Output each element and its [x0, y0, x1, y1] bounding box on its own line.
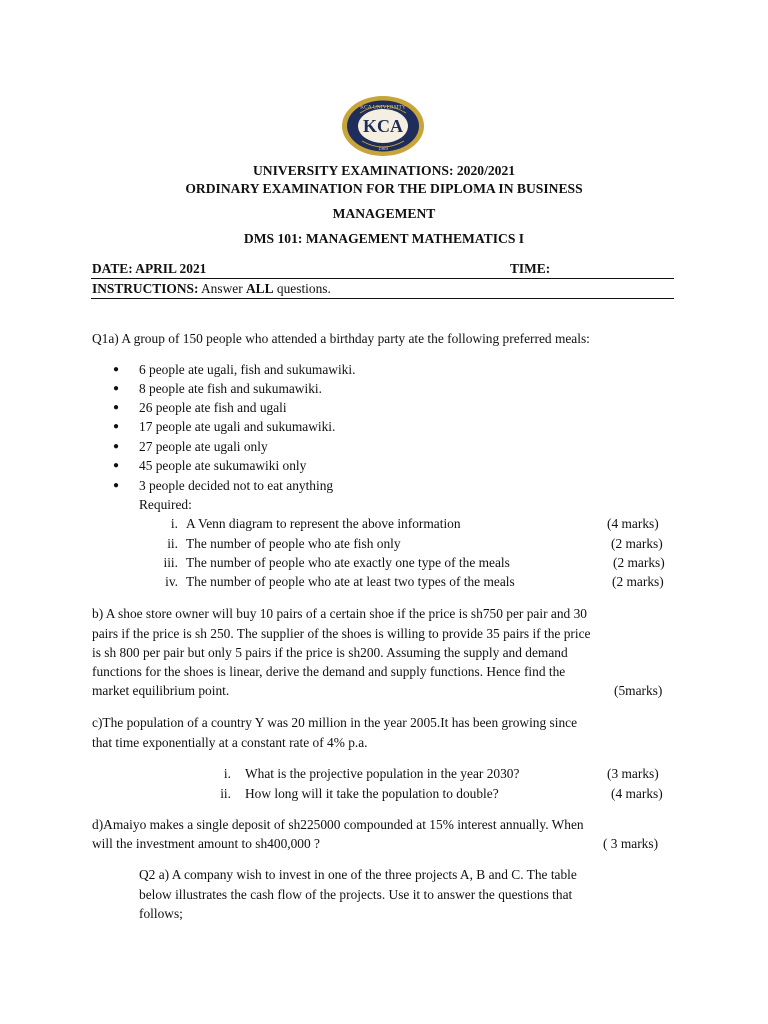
instructions: [92, 281, 331, 297]
divider-top: [91, 278, 674, 279]
item-text: How long will it take the population to double?: [245, 786, 499, 801]
list-item: 26 people ate fish and ugali: [139, 400, 287, 415]
bullet-icon: ●: [113, 441, 120, 452]
instructions-post: questions.: [273, 281, 331, 296]
item-marks: (4 marks): [611, 786, 663, 801]
instructions-all: ALL: [246, 281, 274, 296]
item-text: A Venn diagram to represent the above information: [186, 516, 461, 531]
divider-bottom: [91, 298, 674, 299]
item-number: i.: [223, 766, 231, 781]
bullet-icon: ●: [113, 383, 120, 394]
item-marks: (3 marks): [607, 766, 659, 781]
exam-session-title: UNIVERSITY EXAMINATIONS: 2020/2021: [252, 163, 516, 178]
paragraph-line: d)Amaiyo makes a single deposit of sh225000 compounded at 15% interest annually. When: [92, 817, 584, 832]
paragraph-line: pairs if the price is sh 250. The supplier of the shoes is willing to provide 35 pairs if the price: [92, 626, 591, 641]
exam-date: DATE: APRIL 2021: [92, 261, 207, 276]
item-marks: (4 marks): [607, 516, 659, 531]
item-text: The number of people who ate exactly one type of the meals: [186, 555, 510, 570]
paragraph-line: below illustrates the cash flow of the projects. Use it to answer the questions that: [139, 887, 573, 902]
bullet-icon: ●: [113, 402, 120, 413]
q1d-marks: ( 3 marks): [603, 836, 659, 851]
item-number: iii.: [163, 555, 178, 570]
list-item: 27 people ate ugali only: [139, 439, 268, 454]
q1a-intro: Q1a) A group of 150 people who attended a birthday party ate the following preferred meals:: [92, 331, 590, 346]
paragraph-line: follows;: [139, 906, 183, 921]
item-text: The number of people who ate fish only: [186, 536, 401, 551]
paragraph-line: market equilibrium point.: [92, 683, 230, 698]
paragraph-line: Q2 a) A company wish to invest in one of the three projects A, B and C. The table: [139, 867, 577, 882]
list-item: 8 people ate fish and sukumawiki.: [139, 381, 322, 396]
bullet-icon: ●: [113, 421, 120, 432]
paragraph-line: b) A shoe store owner will buy 10 pairs of a certain shoe if the price is sh750 per pair and 30: [92, 606, 587, 621]
item-number: ii.: [220, 786, 231, 801]
bullet-icon: ●: [113, 480, 120, 491]
list-item: 17 people ate ugali and sukumawiki.: [139, 419, 336, 434]
list-item: 45 people ate sukumawiki only: [139, 458, 307, 473]
item-number: ii.: [167, 536, 178, 551]
item-text: What is the projective population in the year 2030?: [245, 766, 520, 781]
item-marks: (2 marks): [611, 536, 663, 551]
paragraph-line: is sh 800 per pair but only 5 pairs if the price is sh200. Assuming the supply and demand: [92, 645, 568, 660]
svg-text:KCA UNIVERSITY: KCA UNIVERSITY: [360, 104, 406, 111]
q1b-marks: (5marks): [614, 683, 663, 698]
item-text: The number of people who ate at least two types of the meals: [186, 574, 515, 589]
instructions-label: INSTRUCTIONS:: [92, 281, 199, 296]
item-number: i.: [170, 516, 178, 531]
paragraph-line: functions for the shoes is linear, derive the demand and supply functions. Hence find the: [92, 664, 566, 679]
paragraph-line: will the investment amount to sh400,000 ?: [92, 836, 320, 851]
university-logo: [340, 95, 426, 157]
paragraph-line: c)The population of a country Y was 20 million in the year 2005.It has been growing since: [92, 715, 578, 730]
course-title: DMS 101: MANAGEMENT MATHEMATICS I: [243, 231, 525, 246]
exam-type-title: ORDINARY EXAMINATION FOR THE DIPLOMA IN BUSINESS: [185, 181, 583, 196]
bullet-icon: ●: [113, 364, 120, 375]
list-item: 6 people ate ugali, fish and sukumawiki.: [139, 362, 356, 377]
item-marks: (2 marks): [612, 574, 664, 589]
instructions-pre: Answer: [198, 281, 247, 296]
item-marks: (2 marks): [613, 555, 665, 570]
svg-text:KCA: KCA: [363, 116, 403, 136]
bullet-icon: ●: [113, 460, 120, 471]
paragraph-line: that time exponentially at a constant rate of 4% p.a.: [92, 735, 368, 750]
item-number: iv.: [165, 574, 178, 589]
exam-time: TIME:: [510, 261, 551, 276]
list-item: 3 people decided not to eat anything: [139, 478, 334, 493]
required-label: Required:: [139, 497, 192, 512]
programme-title: MANAGEMENT: [332, 206, 436, 221]
svg-text:1989: 1989: [378, 147, 388, 152]
